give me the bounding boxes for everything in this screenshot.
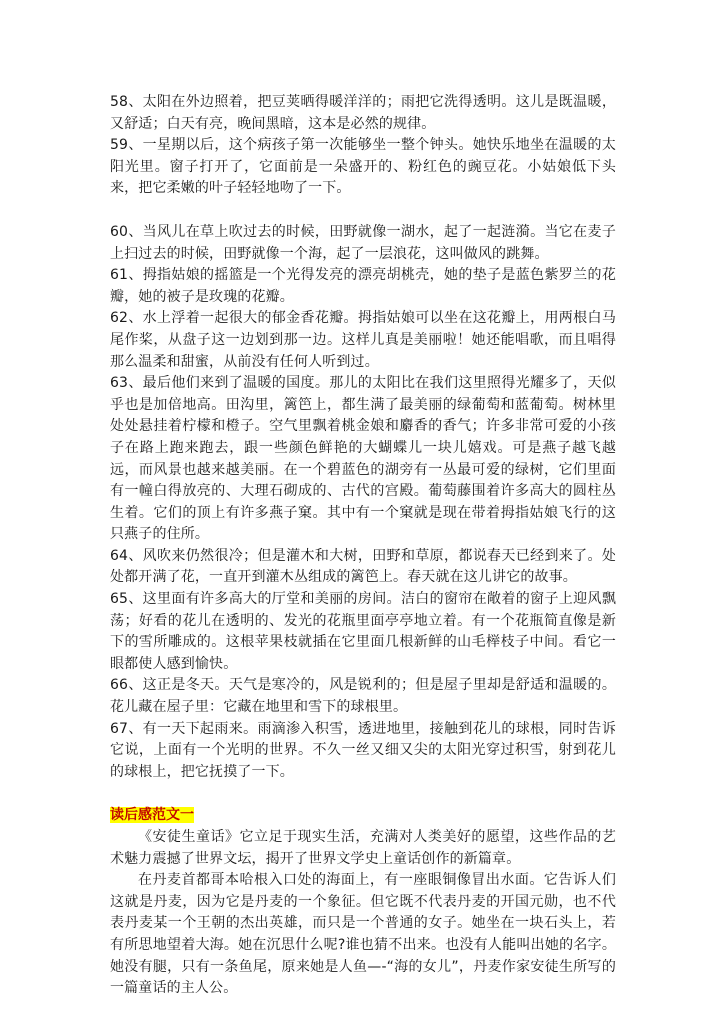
- paragraph-66: 66、这正是冬天。天气是寒冷的，风是锐利的；但是屋子里却是舒适和温暖的。花儿藏在屋子里：它藏在地里和雪下的球根里。: [110, 677, 616, 716]
- paragraph-60: 60、当风儿在草上吹过去的时候，田野就像一湖水，起了一起涟漪。当它在麦子上扫过去的时候，田野就像一个海，起了一层浪花，这叫做风的跳舞。: [110, 223, 616, 262]
- paragraph-63: 63、最后他们来到了温暖的国度。那儿的太阳比在我们这里照得光耀多了，天似乎也是加倍地高。田沟里，篱笆上，都生满了最美丽的绿葡萄和蓝葡萄。树林里处处悬挂着柠檬和橙子。空气里飘着桃金娘和麝香的香气；许多非常可爱的小孩子在路上跑来跑去，跟一些颜色鲜艳的大蝴蝶儿一块儿嬉戏。可是燕子越飞越远，而风景也越来越美丽。在一个碧蓝色的湖旁有一丛最可爱的绿树，它们里面有一幢白得放亮的、大理石砌成的、古代的宫殿。葡萄藤围着许多高大的圆柱丛生着。它们的顶上有许多燕子窠。其中有一个窠就是现在带着拇指姑娘飞行的这只燕子的住所。: [110, 375, 616, 543]
- paragraph-67: 67、有一天下起雨来。雨滴渗入积雪，透进地里，接触到花儿的球根，同时告诉它说，上面有一个光明的世界。不久一丝又细又尖的太阳光穿过积雪，射到花儿的球根上，把它抚摸了一下。: [110, 720, 616, 780]
- paragraph-61: 61、拇指姑娘的摇篮是一个光得发亮的漂亮胡桃壳，她的垫子是蓝色紫罗兰的花瓣，她的被子是玫瑰的花瓣。: [110, 267, 616, 305]
- paragraph-58: 58、太阳在外边照着，把豆荚晒得暖洋洋的；雨把它洗得透明。这儿是既温暖，又舒适；白天有亮，晚间黑暗，这本是必然的规律。: [110, 94, 616, 132]
- essay-paragraph-2: 在丹麦首都哥本哈根入口处的海面上，有一座眼铜像冒出水面。它告诉人们这就是丹麦，因为它是丹麦的一个象征。但它既不代表丹麦的开国元勋，也不代表丹麦某一个王朝的杰出英雄，而只是一个普通的女子。她坐在一块石头上，若有所思地望着大海。她在沉思什么呢?谁也猜不出来。也没有人能叫出她的名字。她没有腿，只有一条鱼尾，原来她是人鱼—-“海的女儿”，丹麦作家安徒生所写的一篇童话的主人公。: [110, 872, 616, 997]
- paragraph-65: 65、这里面有许多高大的厅堂和美丽的房间。洁白的窗帘在敞着的窗子上迎风飘荡；好看的花儿在透明的、发光的花瓶里面亭亭地立着。有一个花瓶简直像是新下的雪所雕成的。这根苹果枝就插在它里面几根新鲜的山毛榉枝子中间。看它一眼都使人感到愉快。: [110, 591, 616, 672]
- section-gap: [110, 783, 616, 805]
- essay-paragraph-1: 《安徒生童话》它立足于现实生活，充满对人类美好的愿望，这些作品的艺术魅力震撼了世界文坛，揭开了世界文学史上童话创作的新篇章。: [110, 829, 616, 867]
- paragraph-gap: [110, 200, 616, 222]
- essay-heading-text: 读后感范文一: [110, 807, 194, 824]
- paragraph-59: 59、一星期以后，这个病孩子第一次能够坐一整个钟头。她快乐地坐在温暖的太阳光里。窗子打开了，它面前是一朵盛开的、粉红色的豌豆花。小姑娘低下头来，把它柔嫩的叶子轻轻地吻了一下。: [110, 137, 616, 197]
- paragraph-62: 62、水上浮着一起很大的郁金香花瓣。拇指姑娘可以坐在这花瓣上，用两根白马尾作桨，从盘子这一边划到那一边。这样儿真是美丽啦！她还能唱歌，而且唱得那么温柔和甜蜜，从前没有任何人听到过。: [110, 310, 616, 370]
- essay-heading: [110, 805, 616, 827]
- paragraph-64: 64、风吹来仍然很冷；但是灌木和大树，田野和草原，都说春天已经到来了。处处都开满了花，一直开到灌木丛组成的篱笆上。春天就在这儿讲它的故事。: [110, 547, 616, 586]
